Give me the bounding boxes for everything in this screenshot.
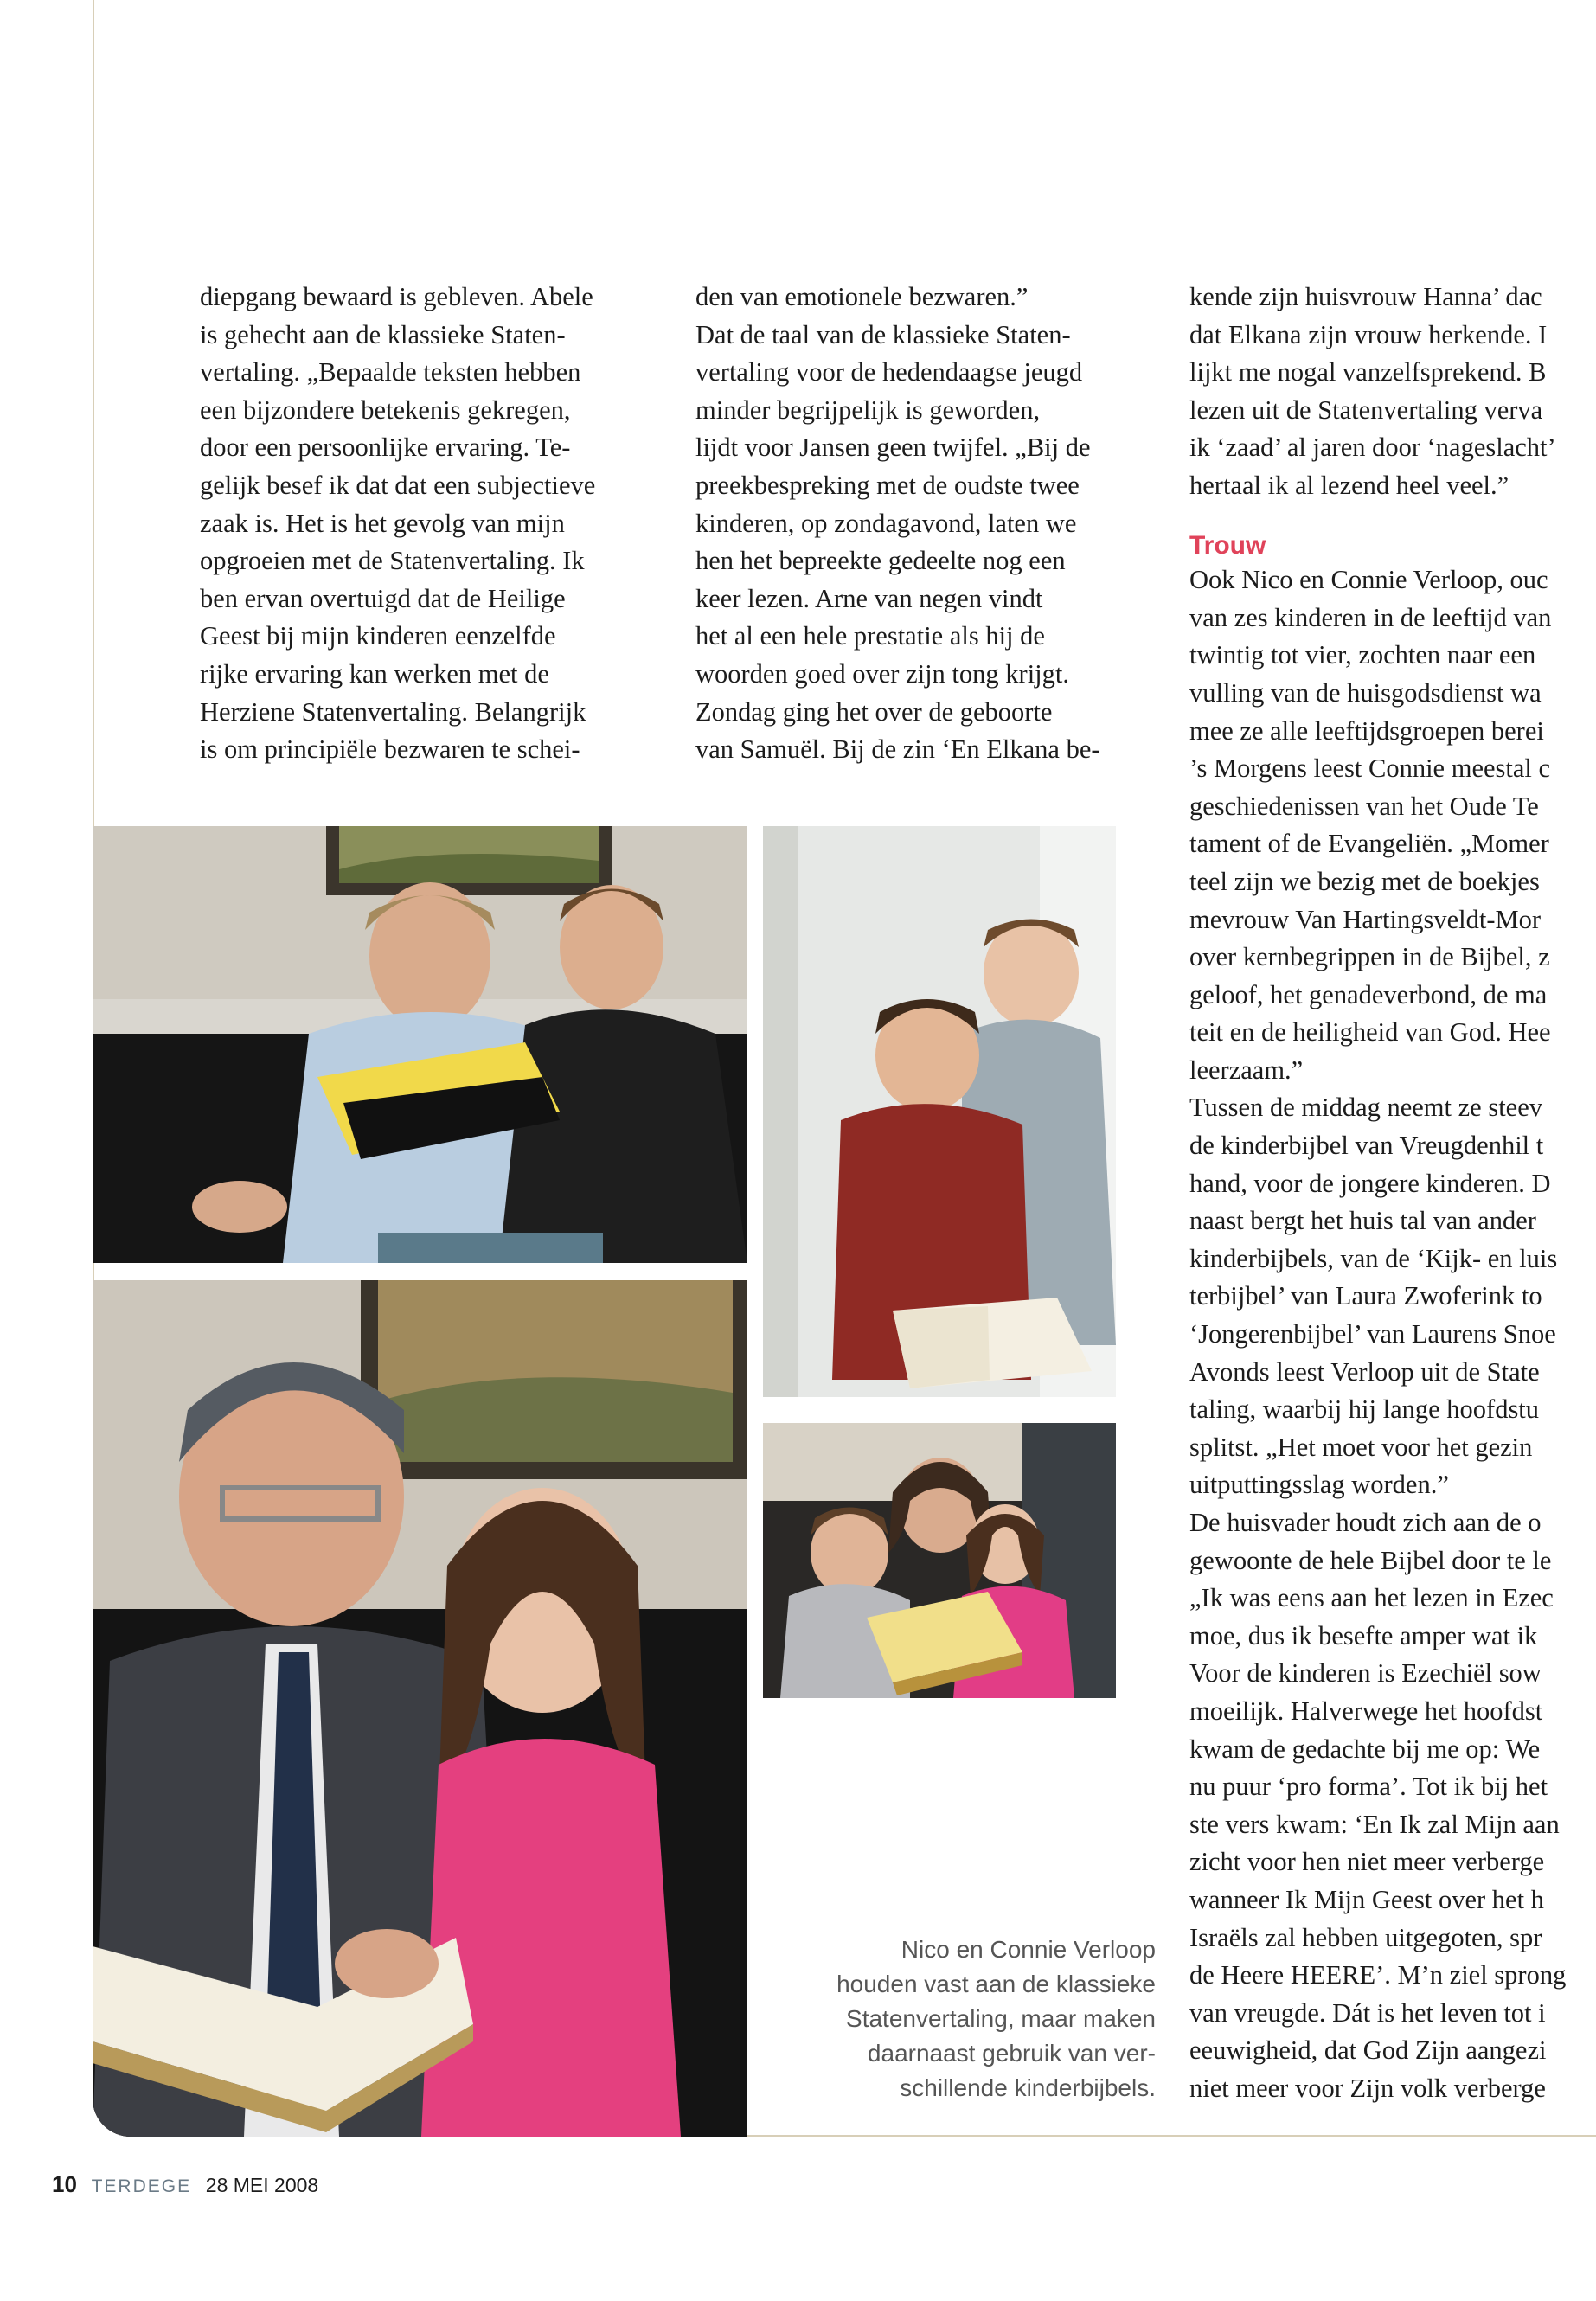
text-line: gewoonte de hele Bijbel door te le — [1189, 1545, 1552, 1575]
text-line: minder begrijpelijk is geworden, — [695, 394, 1041, 425]
text-line: Herziene Statenvertaling. Belangrijk — [200, 696, 586, 727]
text-column-1 — [200, 279, 684, 769]
text-line: naast bergt het huis tal van ander — [1189, 1206, 1536, 1236]
text-line: is om principiële bezwaren te schei- — [200, 734, 580, 765]
text-line: teel zijn we bezig met de boekjes — [1189, 866, 1540, 896]
text-line: nu puur ‘pro forma’. Tot ik bij het — [1189, 1772, 1548, 1802]
text-line: van zes kinderen in de leeftijd van — [1189, 602, 1552, 632]
text-line: Geest bij mijn kinderen eenzelfde — [200, 621, 556, 651]
text-line: „Ik was eens aan het lezen in Ezec — [1189, 1583, 1554, 1613]
text-line: splitst. „Het moet voor het gezin — [1189, 1432, 1533, 1462]
caption-line: daarnaast gebruik van ver- — [867, 2040, 1156, 2067]
page-number: 10 — [52, 2171, 77, 2197]
text-line: gelijk besef ik dat dat een subjectieve — [200, 470, 596, 500]
text-line: teit en de heiligheid van God. Hee — [1189, 1017, 1551, 1048]
photo-caption — [763, 1932, 1156, 2106]
text-line: wanneer Ik Mijn Geest over het h — [1189, 1884, 1544, 1914]
text-column-3 — [1189, 279, 1596, 2138]
text-line: ste vers kwam: ‘En Ik zal Mijn aan — [1189, 1809, 1560, 1839]
text-line: Dat de taal van de klassieke Staten- — [695, 319, 1071, 349]
photo-two-boys-reading — [763, 826, 1116, 1397]
text-line: geschiedenissen van het Oude Te — [1189, 791, 1539, 821]
photo-father-daughter-reading — [93, 1280, 747, 2137]
text-line: Tussen de middag neemt ze steev — [1189, 1093, 1542, 1123]
text-line: het al een hele prestatie als hij de — [695, 621, 1045, 651]
text-line: ik ‘zaad’ al jaren door ‘nageslacht’ — [1189, 433, 1556, 463]
text-line: twintig tot vier, zochten naar een — [1189, 640, 1536, 670]
photo-mother-children-reading — [763, 1423, 1116, 1698]
text-line: van Samuël. Bij de zin ‘En Elkana be- — [695, 734, 1100, 765]
text-line: Ook Nico en Connie Verloop, ouc — [1189, 565, 1548, 595]
text-line: vulling van de huisgodsdienst wa — [1189, 677, 1542, 708]
text-line: ben ervan overtuigd dat de Heilige — [200, 583, 566, 613]
text-line: dat Elkana zijn vrouw herkende. I — [1189, 319, 1548, 349]
text-line: uitputtingsslag worden.” — [1189, 1470, 1449, 1500]
text-line: de kinderbijbel van Vreugdenhil t — [1189, 1131, 1544, 1161]
text-line: Israëls zal hebben uitgegoten, spr — [1189, 1922, 1542, 1952]
text-line: Voor de kinderen is Ezechiël sow — [1189, 1658, 1542, 1689]
text-line: de Heere HEERE’. M’n ziel sprong — [1189, 1960, 1567, 1990]
text-line: den van emotionele bezwaren.” — [695, 282, 1029, 311]
section-subheading: Trouw — [1189, 530, 1266, 560]
text-line: taling, waarbij hij lange hoofdstu — [1189, 1394, 1540, 1425]
text-line: vertaling voor de hedendaagse jeugd — [695, 357, 1083, 388]
text-line: preekbespreking met de oudste twee — [695, 470, 1080, 500]
text-line: keer lezen. Arne van negen vindt — [695, 583, 1043, 613]
text-line: lezen uit de Statenvertaling verva — [1189, 394, 1543, 425]
text-line: vertaling. „Bepaalde teksten hebben — [200, 357, 581, 388]
text-line: van vreugde. Dát is het leven tot i — [1189, 1997, 1546, 2028]
text-line: hertaal ik al lezend heel veel.” — [1189, 470, 1509, 500]
caption-line: houden vast aan de klassieke — [836, 1971, 1156, 1997]
caption-line: schillende kinderbijbels. — [900, 2074, 1156, 2101]
text-line: lijdt voor Jansen geen twijfel. „Bij de — [695, 433, 1091, 463]
text-line: rijke ervaring kan werken met de — [200, 658, 549, 689]
page-footer — [52, 2171, 318, 2198]
text-line: kinderen, op zondagavond, laten we — [695, 508, 1077, 538]
text-line: mevrouw Van Hartingsveldt-Mor — [1189, 904, 1542, 934]
text-line: niet meer voor Zijn volk verberge — [1189, 2073, 1546, 2103]
text-line: ’s Morgens leest Connie meestal c — [1189, 753, 1551, 784]
text-line: leerzaam.” — [1189, 1054, 1304, 1085]
text-line: ‘Jongerenbijbel’ van Laurens Snoe — [1189, 1319, 1556, 1349]
text-line: De huisvader houdt zich aan de o — [1189, 1508, 1542, 1537]
text-line: opgroeien met de Statenvertaling. Ik — [200, 546, 585, 576]
text-line: door een persoonlijke ervaring. Te- — [200, 433, 571, 463]
photo-mother-son-reading — [93, 826, 747, 1263]
text-line: kinderbijbels, van de ‘Kijk- en luis — [1189, 1243, 1558, 1273]
text-line: zicht voor hen niet meer verberge — [1189, 1847, 1545, 1877]
text-line: kende zijn huisvrouw Hanna’ dac — [1189, 282, 1542, 311]
text-line: eeuwigheid, dat God Zijn aangezi — [1189, 2035, 1547, 2066]
issue-date: 28 MEI 2008 — [205, 2174, 319, 2196]
text-line: Avonds leest Verloop uit de State — [1189, 1356, 1540, 1387]
text-line: moeilijk. Halverwege het hoofdst — [1189, 1695, 1543, 1726]
caption-line: Statenvertaling, maar maken — [846, 2005, 1156, 2032]
magazine-name: TERDEGE — [91, 2176, 192, 2196]
text-line: hand, voor de jongere kinderen. D — [1189, 1168, 1551, 1198]
text-line: zaak is. Het is het gevolg van mijn — [200, 508, 565, 538]
text-line: is gehecht aan de klassieke Staten- — [200, 319, 566, 349]
text-line: Zondag ging het over de geboorte — [695, 696, 1053, 727]
text-line: tament of de Evangeliën. „Momer — [1189, 829, 1549, 859]
text-column-2 — [695, 279, 1180, 769]
text-line: woorden goed over zijn tong krijgt. — [695, 658, 1069, 689]
text-line: lijkt me nogal vanzelfsprekend. B — [1189, 357, 1547, 388]
text-line: kwam de gedachte bij me op: We — [1189, 1734, 1541, 1764]
text-line: hen het bepreekte gedeelte nog een — [695, 546, 1066, 576]
text-line: moe, dus ik besefte amper wat ik — [1189, 1620, 1538, 1650]
text-line: geloof, het genadeverbond, de ma — [1189, 979, 1548, 1009]
text-line: een bijzondere betekenis gekregen, — [200, 394, 571, 425]
text-line: mee ze alle leeftijdsgroepen berei — [1189, 715, 1544, 746]
text-line: terbijbel’ van Laura Zwoferink to — [1189, 1281, 1542, 1311]
text-line: diepgang bewaard is gebleven. Abele — [200, 282, 593, 311]
text-line: over kernbegrippen in de Bijbel, z — [1189, 942, 1550, 972]
caption-line: Nico en Connie Verloop — [901, 1936, 1156, 1963]
